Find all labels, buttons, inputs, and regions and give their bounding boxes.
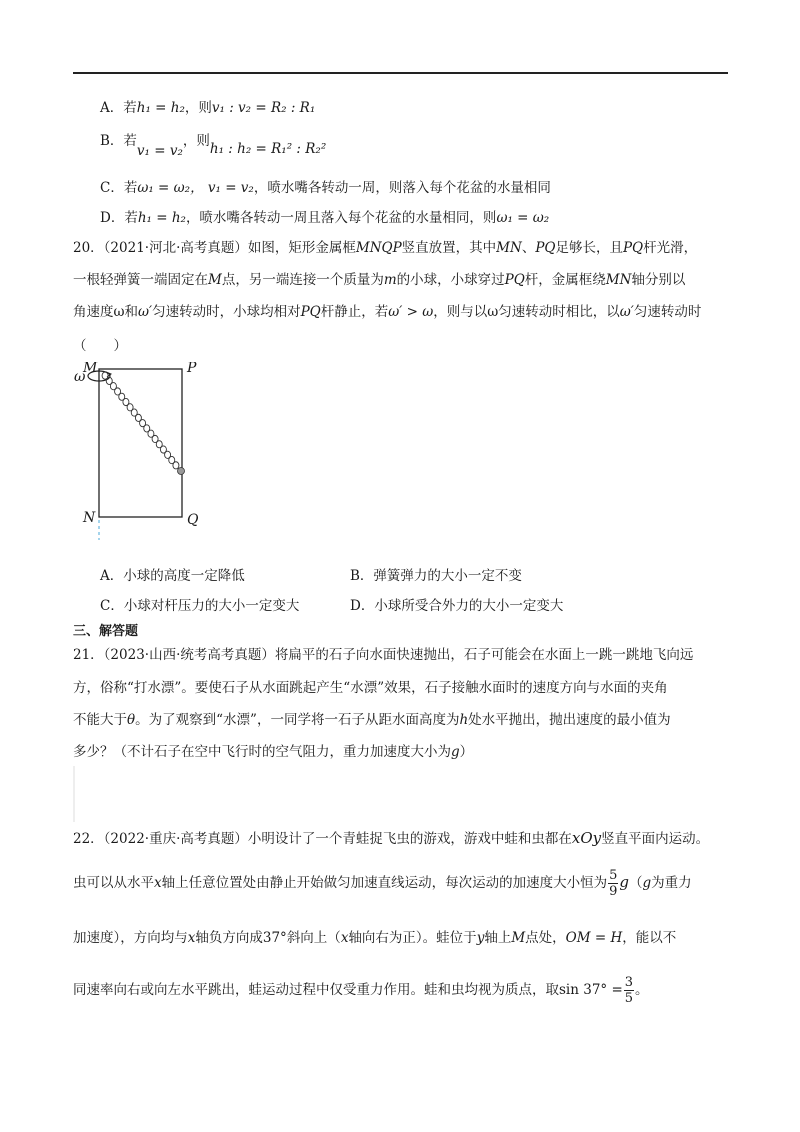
q20-line-2: 一根轻弹簧一端固定在M点，另一端连接一个质量为m的小球，小球穿过PQ杆，金属框绕MN轴分别以 [73,272,686,288]
q21-line-4: 多少？（不计石子在空中飞行时的空气阻力，重力加速度大小为g） [73,744,474,760]
fraction-3-5: $\frac{3}{5}$ [624,975,634,1006]
section-heading: 三、解答题 [73,624,139,639]
answer-space-marker [73,766,75,822]
ball [178,468,185,475]
label-M: M [83,362,98,376]
label-N: N [83,510,96,526]
label-P: P [187,362,197,376]
q22-line-4: 同速率向右或向左水平跳出，蛙运动过程中仅受重力作用。蛙和虫均视为质点，取sin 37° = $\frac{3}{5}$ 。 [73,975,649,1006]
q20-figure [70,362,210,542]
q20-option-d: D．小球所受合外力的大小一定变大 [350,598,564,614]
spring-coil [173,462,179,469]
q21-line-2: 方，俗称“打水漂”。要使石子从水面跳起产生“水漂”效果，石子接触水面时的速度方向与水面的夹角 [73,680,668,696]
q19-option-c: C．若ω₁ = ω₂， v₁ = v₂，喷水嘴各转动一周，则落入每个花盆的水量相同 [100,180,551,196]
q19-option-a: A．若h₁ = h₂，则v₁ : v₂ = R₂ : R₁ [100,100,316,116]
q21-line-1: 21．（2023·山西·统考高考真题）将扁平的石子向水面快速抛出，石子可能会在水面上一跳一跳地飞向远 [73,647,694,663]
metal-frame [99,369,182,517]
q20-option-c: C．小球对杆压力的大小一定变大 [100,598,300,614]
q20-paren: （ ） [73,338,127,354]
q19-option-d: D．若h₁ = h₂，喷水嘴各转动一周且落入每个花盆的水量相同，则ω₁ = ω₂ [100,210,550,226]
q19-option-b: B．若v₁ = v₂，则h₁ : h₂ = R₁² : R₂² [100,133,327,159]
q22-line-3: 加速度），方向均与x轴负方向成37°斜向上（x轴向右为正）。蛙位于y轴上M点处，OM = H，能以不 [73,930,677,946]
q20-line-1: 20．（2021·河北·高考真题）如图，矩形金属框MNQP竖直放置，其中MN、PQ足够长，且PQ杆光滑， [73,240,698,256]
fraction-5-9: $\frac{5}{9}$ [609,868,618,899]
q22-line-1: 22．（2022·重庆·高考真题）小明设计了一个青蛙捉飞虫的游戏，游戏中蛙和虫都在xOy竖直平面内运动。 [73,829,710,847]
q20-line-3: 角速度ω和ω′匀速转动时，小球均相对PQ杆静止，若ω′ > ω，则与以ω匀速转动时相比，以ω′匀速转动时 [73,304,702,320]
spring [102,372,179,469]
q22-line-2: 虫可以从水平x轴上任意位置处由静止开始做匀加速直线运动，每次运动的加速度大小恒为 $\frac{5}{9}$ g（g为重力 [73,868,692,899]
header-rule [73,72,728,74]
q21-line-3: 不能大于θ。为了观察到“水漂”，一同学将一石子从距水面高度为h处水平抛出，抛出速度的最小值为 [73,712,671,728]
label-Q: Q [187,512,199,528]
label-omega: ω [74,369,86,385]
q20-option-a: A．小球的高度一定降低 [100,568,245,584]
q20-option-b: B．弹簧弹力的大小一定不变 [350,568,522,584]
